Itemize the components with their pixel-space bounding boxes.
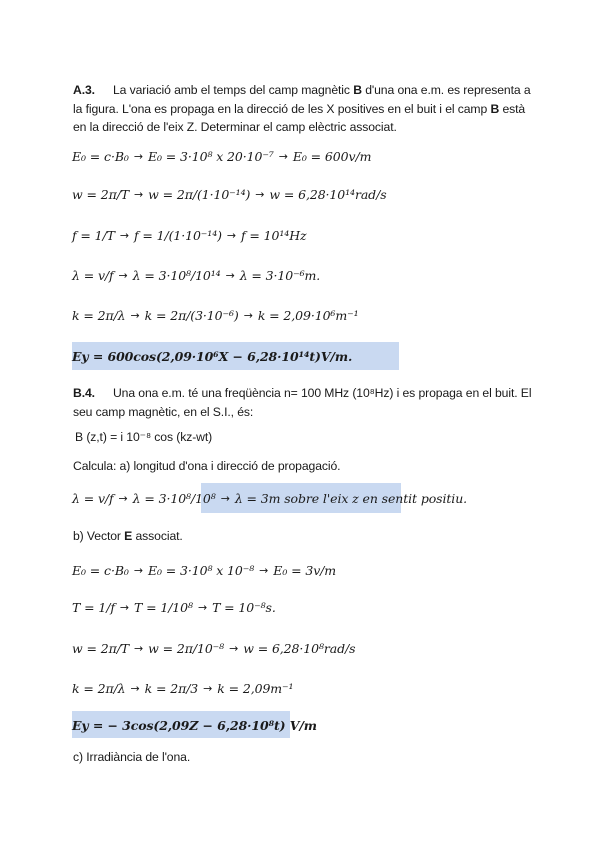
- equation-a3-frequency: f = 1/T → f = 1/(1·10⁻¹⁴) → f = 10¹⁴Hz: [72, 227, 307, 243]
- part-a-question: Calcula: a) longitud d'ona i direcció de propagació.: [73, 459, 341, 473]
- problem-b4-label: B.4.: [73, 386, 95, 400]
- equation-b4-e0: E₀ = c·B₀ → E₀ = 3·10⁸ x 10⁻⁸ → E₀ = 3v/m: [72, 562, 337, 578]
- part-c-question: c) Irradiància de l'ona.: [73, 750, 191, 764]
- equation-a3-omega: w = 2π/T → w = 2π/(1·10⁻¹⁴) → w = 6,28·10¹⁴rad/s: [72, 186, 387, 202]
- part-b-question: b) Vector E associat.: [73, 529, 183, 543]
- equation-a3-e0: E₀ = c·B₀ → E₀ = 3·10⁸ x 20·10⁻⁷ → E₀ = 600v/m: [72, 148, 372, 164]
- problem-a3-statement: A.3. La variació amb el temps del camp magnètic B d'una ona e.m. es representa a la figura. L'ona es propaga en la direcció de les X positives en el buit i el camp B està en la direcció de l'eix Z. Determinar el camp elèctric associat.: [73, 83, 531, 134]
- equation-a3-result: Ey = 600cos(2,09·10⁶X − 6,28·10¹⁴t)V/m.: [72, 348, 353, 364]
- equation-b4-wavenumber: k = 2π/λ → k = 2π/3 → k = 2,09m⁻¹: [72, 680, 294, 696]
- equation-a3-wavelength: λ = v/f → λ = 3·10⁸/10¹⁴ → λ = 3·10⁻⁶m.: [72, 267, 321, 283]
- magnetic-field-expression: B (z,t) = i 10⁻⁸ cos (kz-wt): [75, 430, 213, 444]
- equation-b4-omega: w = 2π/T → w = 2π/10⁻⁸ → w = 6,28·10⁸rad/s: [72, 640, 356, 656]
- problem-b4-statement: B.4. Una ona e.m. té una freqüència n= 100 MHz (10⁸Hz) i es propaga en el buit. El seu camp magnètic, en el S.I., és:: [73, 386, 532, 419]
- equation-b4-wavelength: λ = v/f → λ = 3·10⁸/10⁸ → λ = 3m sobre l'eix z en sentit positiu.: [72, 490, 468, 506]
- equation-b4-result: Ey = − 3cos(2,09Z − 6,28·10⁸t) V/m: [72, 717, 317, 733]
- equation-b4-period: T = 1/f → T = 1/10⁸ → T = 10⁻⁸s.: [72, 599, 276, 615]
- problem-a3-label: A.3.: [73, 83, 95, 97]
- equation-a3-wavenumber: k = 2π/λ → k = 2π/(3·10⁻⁶) → k = 2,09·10⁶m⁻¹: [72, 307, 359, 323]
